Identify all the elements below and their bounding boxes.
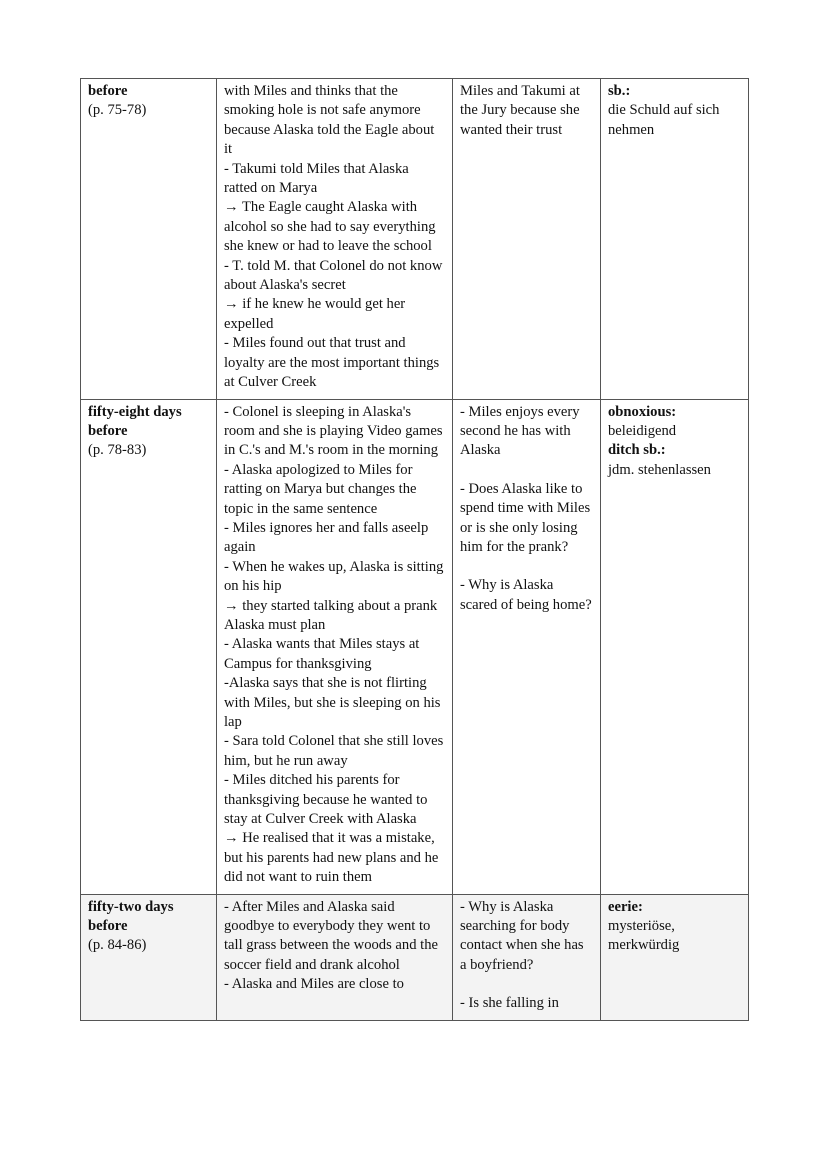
chapter-pages: (p. 78-83) bbox=[88, 442, 147, 459]
question-item: - Why is Alaska scared of being home? bbox=[460, 577, 592, 613]
questions-cell bbox=[453, 894, 601, 1020]
chapter-cell bbox=[81, 399, 217, 894]
question-item: Miles and Takumi at the Jury because she wanted their trust bbox=[460, 83, 580, 138]
summary-item: - Colonel is sleeping in Alaska's room and she is playing Video games in C.'s and M.'s room in the morning bbox=[224, 403, 443, 459]
vocab-entry bbox=[608, 898, 741, 956]
chapter-pages: (p. 84-86) bbox=[88, 937, 147, 954]
summary-item: - Takumi told Miles that Alaska ratted on Marya bbox=[224, 160, 409, 197]
summary-item: - Alaska and Miles are close to bbox=[224, 976, 404, 993]
summary-item: - Miles ignores her and falls aseelp again bbox=[224, 519, 429, 556]
summary-item: → The Eagle caught Alaska with alcohol so she had to say everything she knew or had to leave the school bbox=[224, 199, 436, 255]
vocab-translation: mysteriöse, merkwürdig bbox=[608, 918, 680, 954]
question-item: - Is she falling in bbox=[460, 995, 559, 1012]
chapter-cell bbox=[81, 79, 217, 400]
chapter-pages: (p. 75-78) bbox=[88, 102, 147, 119]
vocab-entry bbox=[608, 441, 741, 480]
chapter-label: before bbox=[88, 83, 128, 99]
summary-item: - Alaska apologized to Miles for ratting on Marya but changes the topic in the same sentence bbox=[224, 461, 417, 517]
table-row bbox=[81, 399, 749, 894]
vocab-term: sb.: bbox=[608, 83, 631, 99]
vocab-entry bbox=[608, 82, 741, 140]
summary-item: - Miles found out that trust and loyalty are the most important things at Culver Creek bbox=[224, 335, 440, 391]
summary-item: → they started talking about a prank Alaska must plan bbox=[224, 597, 438, 633]
summary-item: - T. told M. that Colonel do not know about Alaska's secret bbox=[224, 257, 443, 294]
questions-cell bbox=[453, 79, 601, 400]
vocab-translation: jdm. stehenlassen bbox=[608, 461, 711, 478]
vocab-cell bbox=[601, 79, 749, 400]
question-item: - Miles enjoys every second he has with Alaska bbox=[460, 403, 580, 459]
vocab-term: obnoxious: bbox=[608, 403, 677, 420]
vocab-term: ditch sb.: bbox=[608, 442, 666, 459]
questions-cell bbox=[453, 399, 601, 894]
summary-cell bbox=[217, 894, 453, 1020]
notes-table-body bbox=[81, 79, 749, 1021]
vocab-translation: beleidigend bbox=[608, 422, 677, 439]
chapter-label: fifty-eight days before bbox=[88, 403, 182, 439]
summary-item: → He realised that it was a mistake, but his parents had new plans and he did not want to ruin them bbox=[224, 830, 439, 886]
summary-item: - Miles ditched his parents for thanksgiving because he wanted to stay at Culver Creek with Alaska bbox=[224, 772, 428, 828]
table-row bbox=[81, 79, 749, 400]
vocab-cell bbox=[601, 399, 749, 894]
summary-item: - After Miles and Alaska said goodbye to everybody they went to tall grass between the woods and the soccer field and drank alcohol bbox=[224, 898, 438, 973]
vocab-term: eerie: bbox=[608, 898, 643, 915]
notes-table bbox=[80, 78, 749, 1021]
chapter-cell bbox=[81, 894, 217, 1020]
summary-item: → if he knew he would get her expelled bbox=[224, 296, 406, 332]
question-item: - Does Alaska like to spend time with Miles or is she only losing him for the prank? bbox=[460, 480, 591, 555]
chapter-label: fifty-two days before bbox=[88, 898, 174, 935]
summary-cell bbox=[217, 399, 453, 894]
summary-item: - When he wakes up, Alaska is sitting on his hip bbox=[224, 558, 444, 595]
summary-item: - Alaska wants that Miles stays at Campus for thanksgiving bbox=[224, 636, 420, 672]
summary-cell bbox=[217, 79, 453, 400]
summary-item: -Alaska says that she is not flirting with Miles, but she is sleeping on his lap bbox=[224, 675, 441, 730]
question-item: - Why is Alaska searching for body contact when she has a boyfriend? bbox=[460, 898, 584, 973]
vocab-translation: die Schuld auf sich nehmen bbox=[608, 102, 720, 138]
vocab-cell bbox=[601, 894, 749, 1020]
summary-item: with Miles and thinks that the smoking hole is not safe anymore because Alaska told the Eagle about it bbox=[224, 83, 435, 158]
table-row bbox=[81, 894, 749, 1020]
vocab-entry bbox=[608, 403, 741, 442]
summary-item: - Sara told Colonel that she still loves him, but he run away bbox=[224, 733, 444, 769]
